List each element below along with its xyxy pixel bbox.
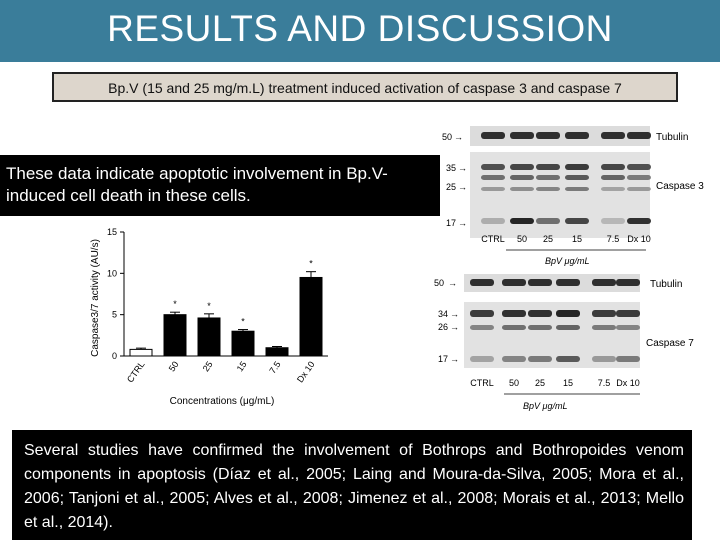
- caspase-band: [528, 310, 552, 317]
- caspase-band: [481, 218, 505, 224]
- caspase-band: [470, 310, 494, 317]
- blot-lane-label: CTRL: [481, 234, 505, 244]
- chart-x-tick-label: CTRL: [124, 359, 147, 385]
- caspase-band: [502, 356, 526, 362]
- chart-bar: [300, 277, 322, 356]
- tubulin-band: [616, 279, 640, 286]
- conclusion-text: These data indicate apoptotic involvement in Bp.V-induced cell death in these cells.: [6, 164, 388, 205]
- blot3-tubulin-label: Tubulin: [656, 132, 689, 143]
- chart-y-tick-label: 10: [106, 268, 117, 279]
- tubulin-band: [502, 279, 526, 286]
- caspase-band: [536, 218, 560, 224]
- caspase-band: [565, 175, 589, 180]
- tubulin-band: [510, 132, 534, 139]
- blot-lane-label: 50: [516, 234, 528, 244]
- chart-bar: [164, 315, 186, 356]
- chart-x-tick-label: 7.5: [267, 359, 283, 376]
- caspase-band: [556, 310, 580, 317]
- chart-xlabel: Concentrations (μg/mL): [169, 396, 275, 407]
- caspase-band: [601, 164, 625, 170]
- tubulin-band: [528, 279, 552, 286]
- chart-bar: [232, 331, 254, 356]
- tubulin-band: [470, 279, 494, 286]
- blot7-marker-34: 34: [438, 309, 449, 319]
- references-text: Several studies have confirmed the involvement of Bothrops and Bothropoides venom components in apoptosis (Díaz et al., 2005; Laing and Moura-da-Silva, 2005; Mora et al., 2006; Tanjoni et al., 2005; Alves et al., 2008; Jimenez et al., 2008; Morais et al., 2013; Mello et al., 2014).: [24, 442, 684, 531]
- caspase-band: [556, 356, 580, 362]
- caspase-band: [565, 187, 589, 191]
- blot3-axis-label: BpV μg/mL: [545, 256, 590, 266]
- caspase-band: [481, 164, 505, 170]
- blot7-marker-26: 26: [438, 322, 449, 332]
- chart-y-tick-label: 5: [111, 309, 117, 320]
- caspase-band: [592, 310, 616, 317]
- chart-x-tick-label: 25: [200, 359, 215, 374]
- chart-x-tick-label: Dx 10: [294, 359, 317, 385]
- caspase-band: [601, 187, 625, 191]
- chart-y-tick-label: 15: [106, 227, 117, 237]
- arrow-icon: →: [458, 163, 467, 173]
- blot-lane-label: CTRL: [470, 378, 494, 388]
- blot-lane-label: 25: [534, 378, 546, 388]
- caspase-band: [565, 164, 589, 170]
- blot3-marker-35: 35: [446, 163, 457, 173]
- caspase-band: [536, 164, 560, 170]
- blot-lane-label: 25: [542, 234, 554, 244]
- caspase-band: [616, 310, 640, 317]
- caspase-band: [528, 325, 552, 330]
- blot7-tubulin-marker: 50: [434, 278, 445, 288]
- caspase-activity-chart: [80, 218, 340, 413]
- caspase-band: [528, 356, 552, 362]
- caspase-band: [556, 325, 580, 330]
- chart-ylabel: Caspase3/7 activity (AU/s): [90, 239, 101, 357]
- chart-significance-mark: *: [173, 299, 177, 310]
- caspase-band: [592, 356, 616, 362]
- chart-bar: [198, 318, 220, 356]
- blot7-tubulin-label: Tubulin: [650, 279, 683, 290]
- tubulin-band: [556, 279, 580, 286]
- title-bar: [0, 0, 720, 62]
- blot-lane-label: 15: [562, 378, 574, 388]
- caspase-band: [627, 187, 651, 191]
- blot7-lane-labels: [470, 378, 640, 388]
- caspase-band: [601, 218, 625, 224]
- caspase-band: [481, 175, 505, 180]
- arrow-icon: →: [454, 132, 463, 142]
- caspase-band: [470, 356, 494, 362]
- caspase7-blot-figure: [428, 268, 720, 416]
- caspase-band: [510, 218, 534, 224]
- blot-lane-label: 7.5: [597, 378, 611, 388]
- caspase3-blot-figure: [440, 118, 720, 270]
- references-box: [12, 430, 692, 540]
- chart-bar: [130, 349, 152, 356]
- tubulin-band: [627, 132, 651, 139]
- blot-lane-label: 7.5: [606, 234, 620, 244]
- chart-x-tick-label: 50: [166, 359, 181, 374]
- chart-significance-mark: *: [241, 316, 245, 327]
- caspase-band: [481, 187, 505, 191]
- chart-significance-mark: *: [309, 258, 313, 269]
- arrow-icon: →: [458, 218, 467, 228]
- caspase-band: [565, 218, 589, 224]
- chart-y-tick-label: 0: [111, 351, 117, 361]
- arrow-icon: →: [448, 278, 457, 288]
- tubulin-band: [565, 132, 589, 139]
- arrow-icon: →: [458, 182, 467, 192]
- subtitle-box: [52, 72, 678, 102]
- caspase-band: [510, 175, 534, 180]
- caspase-band: [536, 187, 560, 191]
- blot3-marker-17: 17: [446, 218, 457, 228]
- blot7-marker-17: 17: [438, 354, 449, 364]
- blot-lane-label: Dx 10: [616, 378, 640, 388]
- blot-lane-label: 15: [571, 234, 583, 244]
- blot3-tubulin-marker: 50: [442, 132, 453, 142]
- chart-significance-mark: *: [207, 300, 211, 311]
- tubulin-band: [592, 279, 616, 286]
- blot3-marker-25: 25: [446, 182, 457, 192]
- caspase-band: [502, 325, 526, 330]
- arrow-icon: →: [450, 354, 459, 364]
- tubulin-band: [536, 132, 560, 139]
- caspase-band: [616, 325, 640, 330]
- chart-x-tick-label: 15: [234, 359, 249, 374]
- caspase-band: [536, 175, 560, 180]
- slide-subtitle: Bp.V (15 and 25 mg/m.L) treatment induced activation of caspase 3 and caspase 7: [108, 80, 622, 96]
- blot7-axis-label: BpV μg/mL: [523, 401, 568, 411]
- slide-title: RESULTS AND DISCUSSION: [107, 8, 613, 49]
- caspase-band: [616, 356, 640, 362]
- tubulin-band: [481, 132, 505, 139]
- caspase-band: [592, 325, 616, 330]
- chart-bar: [266, 348, 288, 356]
- caspase-band: [627, 175, 651, 180]
- caspase-band: [502, 310, 526, 317]
- caspase-band: [627, 164, 651, 170]
- blot7-label: Caspase 7: [646, 338, 694, 349]
- caspase-band: [470, 325, 494, 330]
- caspase-band: [510, 187, 534, 191]
- caspase-band: [601, 175, 625, 180]
- caspase-band: [510, 164, 534, 170]
- caspase-band: [627, 218, 651, 224]
- blot3-label: Caspase 3: [656, 181, 704, 192]
- blot-lane-label: 50: [508, 378, 520, 388]
- arrow-icon: →: [450, 309, 459, 319]
- tubulin-band: [601, 132, 625, 139]
- arrow-icon: →: [450, 322, 459, 332]
- conclusion-box: [0, 155, 440, 216]
- blot-lane-label: Dx 10: [627, 234, 651, 244]
